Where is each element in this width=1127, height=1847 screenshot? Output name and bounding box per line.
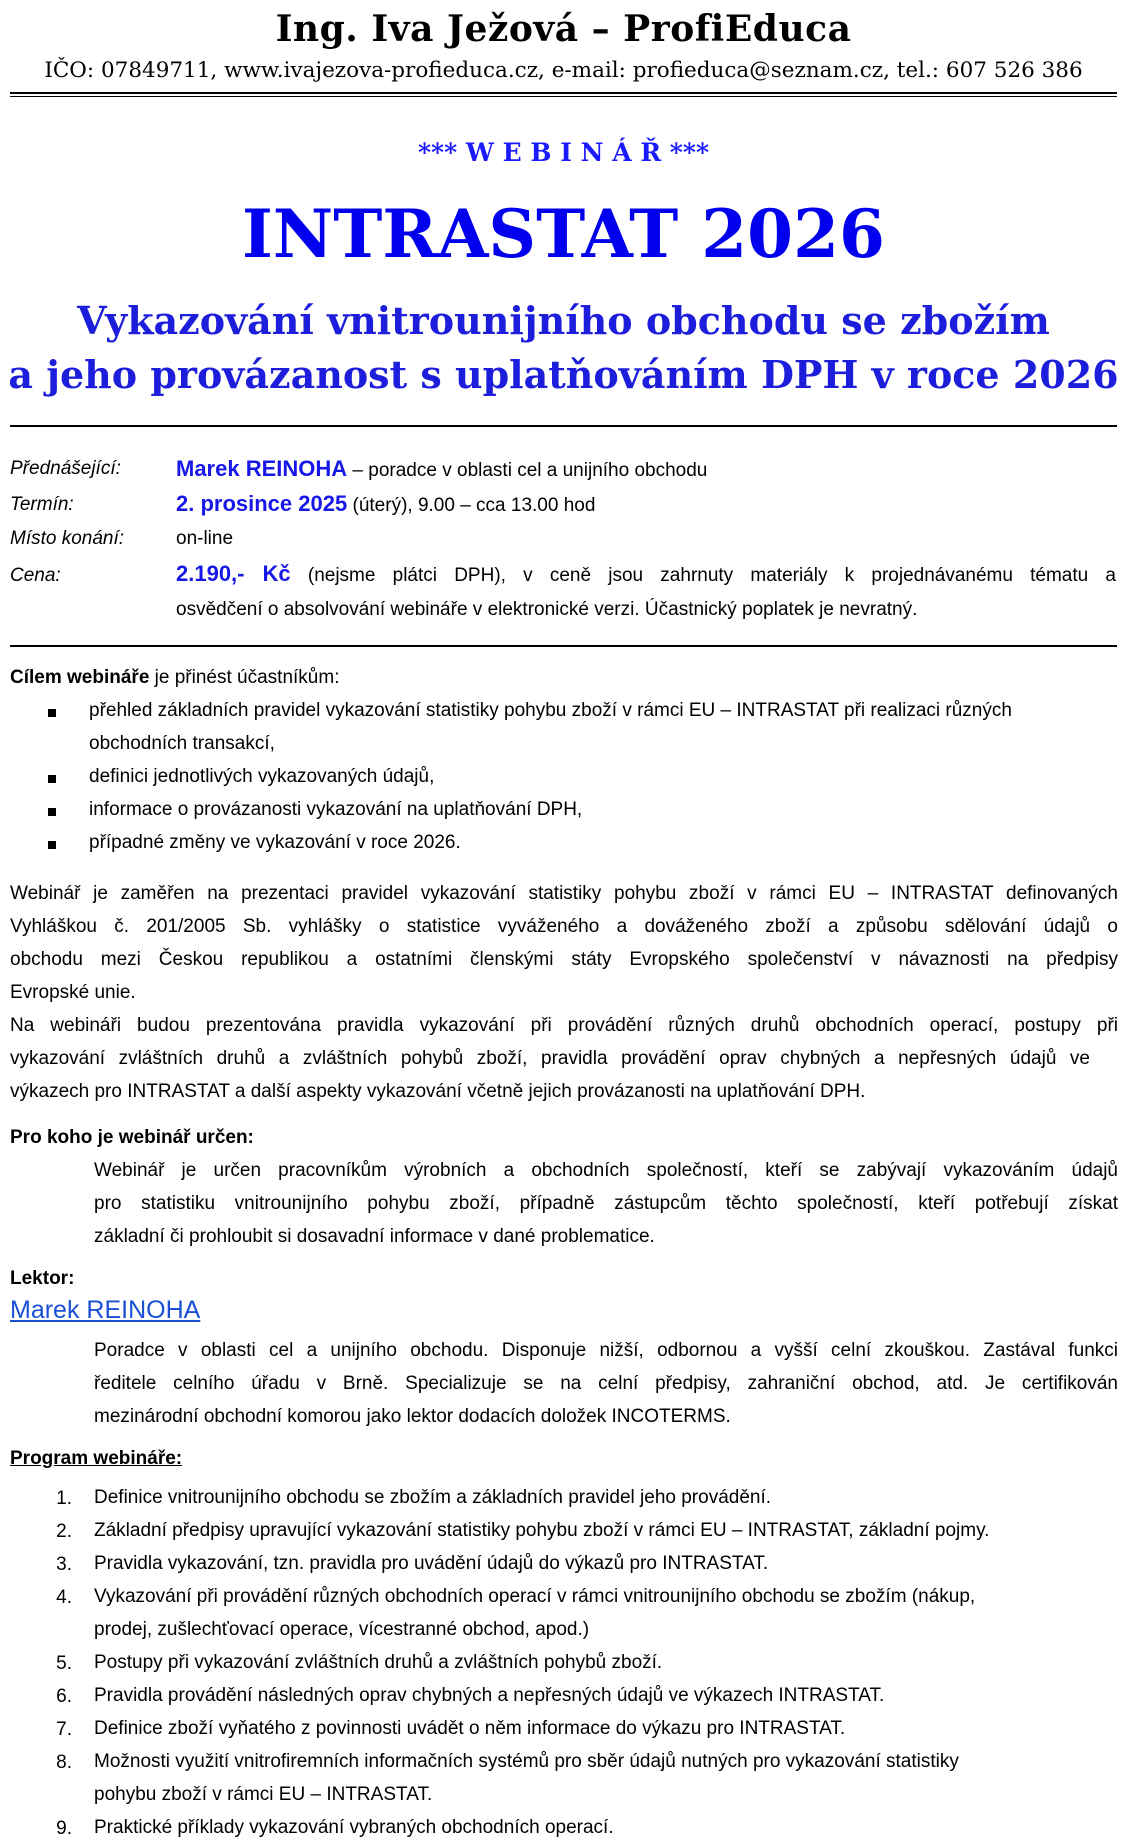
audience-heading: Pro koho je webinář určen: (10, 1127, 254, 1148)
date-rest: (úterý), 9.00 – cca 13.00 hod (347, 495, 596, 516)
bullet-marker (48, 709, 56, 717)
company-contact: IČO: 07849711, www.ivajezova-profieduca.cz, e-mail: profieduca@seznam.cz, tel.: 607 526 386 (44, 58, 1083, 83)
desc-p1-line-2: Vyhláškou č. 201/2005 Sb. vyhlášky o statistice vyváženého a dováženého zboží a způsobu sdělování údajů o (10, 916, 1118, 937)
audience-line-3: základní či prohloubit si dosavadní informace v dané problematice. (94, 1226, 655, 1247)
program-number: 3. (56, 1554, 72, 1575)
program-item-4: Vykazování při provádění různých obchodních operací v rámci vnitrounijního obchodu se zbožím (nákup, (94, 1586, 976, 1607)
program-item-8: Možnosti využití vnitrofiremních informačních systémů pro sběr údajů nutných pro vykazování statistiky (94, 1751, 959, 1772)
header-divider (10, 92, 1117, 94)
lector-line-1: Poradce v oblasti cel a unijního obchodu. Disponuje nižší, odbornou a vyšší celní zkouškou. Zastával funkci (94, 1340, 1118, 1361)
goal-lead-rest: je přinést účastníkům: (149, 667, 340, 688)
goal-item-2: definici jednotlivých vykazovaných údajů, (89, 766, 435, 787)
program-number: 7. (56, 1719, 72, 1740)
desc-p2-line-2: vykazování zvláštních druhů a zvláštních pohybů zboží, pravidla provádění oprav chybných a nepřesných údajů ve (10, 1048, 1090, 1069)
subtitle-line-2: a jeho provázanost s uplatňováním DPH v roce 2026 (8, 352, 1119, 397)
bullet-marker (48, 841, 56, 849)
desc-p1-line-1: Webinář je zaměřen na prezentaci pravidel vykazování statistiky pohybu zboží v rámci EU – INTRASTAT definovaných (10, 883, 1118, 904)
price-line-2: osvědčení o absolvování webináře v elektronické verzi. Účastnický poplatek je nevratný. (176, 599, 918, 620)
program-item-8-cont: pohybu zboží v rámci EU – INTRASTAT. (94, 1784, 433, 1805)
program-item-1: Definice vnitrounijního obchodu se zbožím a základních pravidel jeho provádění. (94, 1487, 772, 1508)
audience-line-1: Webinář je určen pracovníkům výrobních a obchodních společností, kteří se zabývají vykazováním údajů (94, 1160, 1118, 1181)
price-label: Cena: (10, 565, 61, 586)
lecturer-info (176, 456, 707, 482)
program-item-3: Pravidla vykazování, tzn. pravidla pro uvádění údajů do výkazů pro INTRASTAT. (94, 1553, 769, 1574)
program-item-5: Postupy při vykazování zvláštních druhů a zvláštních pohybů zboží. (94, 1652, 663, 1673)
program-item-4-cont: prodej, zušlechťovací operace, vícestranné obchod, apod.) (94, 1619, 590, 1640)
date-label: Termín: (10, 494, 74, 515)
lecturer-name: Marek REINOHA (176, 456, 348, 481)
goal-item-4: případné změny ve vykazování v roce 2026. (89, 832, 461, 853)
program-item-2: Základní předpisy upravující vykazování statistiky pohybu zboží v rámci EU – INTRASTAT, základní pojmy. (94, 1520, 990, 1541)
webinar-tag: *** W E B I N Á Ř *** (417, 138, 710, 167)
place-label: Místo konání: (10, 528, 125, 549)
lector-line-3: mezinárodní obchodní komorou jako lektor dodacích doložek INCOTERMS. (94, 1406, 731, 1427)
bullet-marker (48, 808, 56, 816)
goal-lead (10, 661, 339, 694)
bullet-marker (48, 775, 56, 783)
program-number: 4. (56, 1587, 72, 1608)
place-value: on-line (176, 528, 234, 549)
program-number: 6. (56, 1686, 72, 1707)
price-rest: (nejsme plátci DPH), v ceně jsou zahrnuty materiály k projednávanému tématu a (290, 565, 1116, 586)
desc-p2-line-3: výkazech pro INTRASTAT a další aspekty vykazování včetně jejich provázanosti na uplatňování DPH. (10, 1081, 866, 1102)
program-item-9: Praktické příklady vykazování vybraných obchodních operací. (94, 1817, 614, 1838)
price-info (176, 561, 1116, 587)
desc-p1-line-3: obchodu mezi Českou republikou a ostatními členskými státy Evropského společenství v návaznosti na předpisy (10, 949, 1118, 970)
lector-heading: Lektor: (10, 1268, 75, 1289)
program-number: 5. (56, 1653, 72, 1674)
goal-lead-bold: Cílem webináře (10, 667, 150, 688)
company-name: Ing. Iva Ježová – ProfiEduca (275, 8, 852, 50)
lecturer-desc: – poradce v oblasti cel a unijního obchodu (347, 460, 708, 481)
program-number: 1. (56, 1488, 72, 1509)
desc-p2-line-1: Na webináři budou prezentována pravidla vykazování při provádění různých druhů obchodních operací, postupy při (10, 1015, 1118, 1036)
goal-item-1-cont: obchodních transakcí, (89, 733, 275, 754)
goal-item-1: přehled základních pravidel vykazování statistiky pohybu zboží v rámci EU – INTRASTAT při realizaci různých (89, 700, 1012, 721)
program-number: 2. (56, 1521, 72, 1542)
title-divider (10, 425, 1117, 427)
lector-line-2: ředitele celního úřadu v Brně. Specializuje se na celní předpisy, zahraniční obchod, atd. Je certifikován (94, 1373, 1118, 1394)
header-divider-thin (10, 96, 1117, 97)
page-title: INTRASTAT 2026 (242, 195, 885, 273)
date-info (176, 491, 595, 517)
program-heading: Program webináře: (10, 1448, 183, 1469)
lecturer-label: Přednášející: (10, 458, 121, 479)
subtitle-line-1: Vykazování vnitrounijního obchodu se zbožím (77, 298, 1050, 343)
date-value: 2. prosince 2025 (176, 491, 348, 516)
desc-p1-line-4: Evropské unie. (10, 982, 136, 1003)
goal-item-3: informace o provázanosti vykazování na uplatňování DPH, (89, 799, 583, 820)
program-number: 8. (56, 1752, 72, 1773)
price-value: 2.190,- Kč (176, 561, 291, 586)
program-item-6: Pravidla provádění následných oprav chybných a nepřesných údajů ve výkazech INTRASTAT. (94, 1685, 885, 1706)
program-number: 9. (56, 1818, 72, 1839)
audience-line-2: pro statistiku vnitrounijního pohybu zboží, případně zástupcům těchto společností, kteří potřebují získat (94, 1193, 1118, 1214)
lector-name-link[interactable]: Marek REINOHA (10, 1296, 201, 1324)
details-divider (10, 645, 1117, 647)
program-item-7: Definice zboží vyňatého z povinnosti uvádět o něm informace do výkazu pro INTRASTAT. (94, 1718, 846, 1739)
